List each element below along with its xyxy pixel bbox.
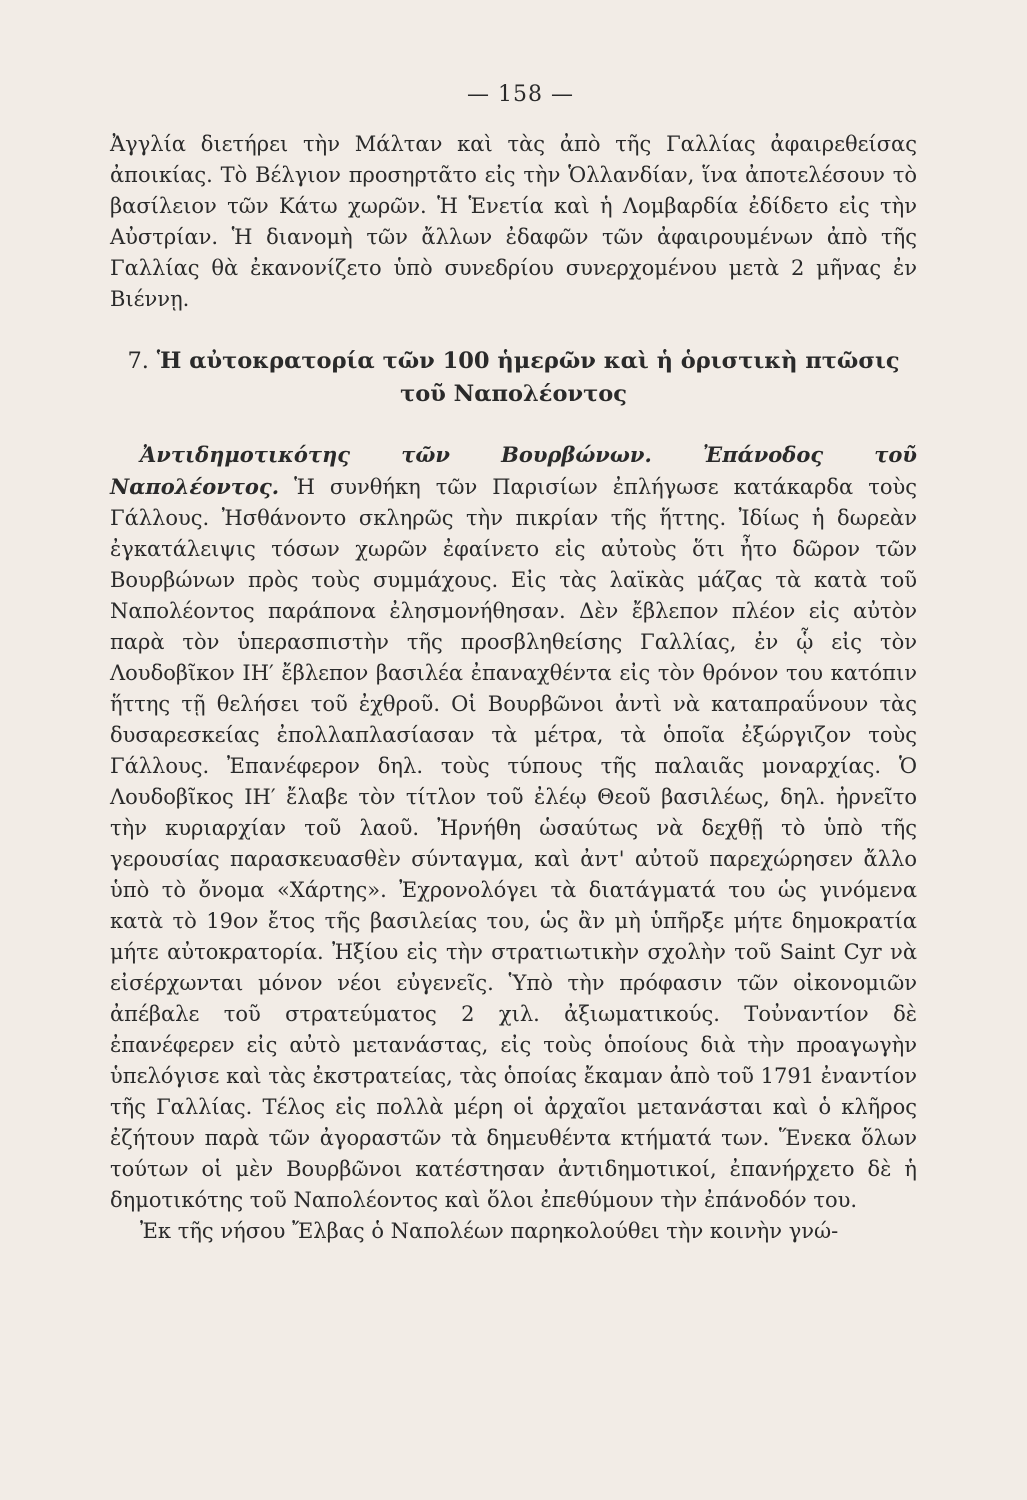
section-title: Ἡ αὐτοκρατορία τῶν 100 ἡμερῶν καὶ ἡ ὁριστικὴ πτῶσις τοῦ Ναπολέοντος: [156, 348, 900, 407]
paragraph-subheading: Ἀντιδημοτικότης τῶν Βουρβώνων. Ἐπάνοδος τοῦ Ναπολέοντος.: [110, 442, 917, 499]
final-paragraph: Ἐκ τῆς νήσου Ἔλβας ὁ Ναπολέων παρηκολούθει τὴν κοινὴν γνώ-: [140, 1219, 839, 1243]
main-paragraph: [110, 439, 917, 1216]
intro-paragraph: Ἀγγλία διετήρει τὴν Μάλταν καὶ τὰς ἀπὸ τῆς Γαλλίας ἀφαιρεθείσας ἀποικίας. Τὸ Βέλγιον προσηρτᾶτο εἰς τὴν Ὁλλανδίαν, ἵνα ἀποτελέσουν τὸ βασίλειον τῶν Κάτω χωρῶν. Ἡ Ἑνετία καὶ ἡ Λομβαρδία ἐδίδετο εἰς τὴν Αὐστρίαν. Ἡ διανομὴ τῶν ἄλλων ἐδαφῶν τῶν ἀφαιρουμένων ἀπὸ τῆς Γαλλίας θὰ ἐκανονίζετο ὑπὸ συνεδρίου συνερχομένου μετὰ 2 μῆνας ἐν Βιέννῃ.: [110, 132, 917, 311]
section-heading: [110, 345, 917, 411]
page-number: — 158 —: [467, 82, 574, 107]
main-paragraph-text: Ἡ συνθήκη τῶν Παρισίων ἐπλήγωσε κατάκαρδα τοὺς Γάλλους. Ἠσθάνοντο σκληρῶς τὴν πικρίαν τῆς ἥττης. Ἰδίως ἡ δωρεὰν ἐγκατάλειψις τόσων χωρῶν ἐφαίνετο εἰς αὐτοὺς ὅτι ἦτο δῶρον τῶν Βουρβώνων πρὸς τοὺς συμμάχους. Εἰς τὰς λαϊκὰς μάζας τὰ κατὰ τοῦ Ναπολέοντος παράπονα ἐλησμονήθησαν. Δὲν ἔβλεπον πλέον εἰς αὐτὸν παρὰ τὸν ὑπερασπιστὴν τῆς προσβληθείσης Γαλλίας, ἐν ᾧ εἰς τὸν Λουδοβῖκον ΙΗ′ ἔβλεπον βασιλέα ἐπαναχθέντα εἰς τὸν θρόνον του κατόπιν ἥττης τῇ θελήσει τοῦ ἐχθροῦ. Οἱ Βουρβῶνοι ἀντὶ νὰ καταπραΰνουν τὰς δυσαρεσκείας ἐπολλαπλασίασαν τὰ μέτρα, τὰ ὁποῖα ἐξώργιζον τοὺς Γάλλους. Ἐπανέφερον δηλ. τοὺς τύπους τῆς παλαιᾶς μοναρχίας. Ὁ Λουδοβῖκος ΙΗ′ ἔλαβε τὸν τίτλον τοῦ ἐλέῳ Θεοῦ βασιλέως, δηλ. ἠρνεῖτο τὴν κυριαρχίαν τοῦ λαοῦ. Ἠρνήθη ὡσαύτως νὰ δεχθῇ τὸ ὑπὸ τῆς γερουσίας παρασκευασθὲν σύνταγμα, καὶ ἀντ' αὐτοῦ παρεχώρησεν ἄλλο ὑπὸ τὸ ὄνομα «Χάρτης». Ἐχρονολόγει τὰ διατάγματά του ὡς γινόμενα κατὰ τὸ 19ον ἔτος τῆς βασιλείας του, ὡς ἂν μὴ ὑπῆρξε μήτε δημοκρατία μήτε αὐτοκρατορία. Ἠξίου εἰς τὴν στρατιωτικὴν σχολὴν τοῦ Saint Cyr νὰ εἰσέρχωνται μόνον νέοι εὐγενεῖς. Ὑπὸ τὴν πρόφασιν τῶν οἰκονομιῶν ἀπέβαλε τοῦ στρατεύματος 2 χιλ. ἀξιωματικούς. Τοὐναντίον δὲ ἐπανέφερεν εἰς αὐτὸ μετανάστας, εἰς τοὺς ὁποίους διὰ τὴν προαγωγὴν ὑπελόγισε καὶ τὰς ἐκστρατείας, τὰς ὁποίας ἔκαμαν ἀπὸ τοῦ 1791 ἐναντίον τῆς Γαλλίας. Τέλος εἰς πολλὰ μέρη οἱ ἀρχαῖοι μετανάσται καὶ ὁ κλῆρος ἐζήτουν παρὰ τῶν ἀγοραστῶν τὰ δημευθέντα κτήματά των. Ἕνεκα ὅλων τούτων οἱ μὲν Βουρβῶνοι κατέστησαν ἀντιδημοτικοί, ἐπανήρχετο δὲ ἡ δημοτικότης τοῦ Ναπολέοντος καὶ ὅλοι ἐπεθύμουν τὴν ἐπάνοδόν του.: [110, 475, 917, 1212]
section-number: 7.: [127, 348, 149, 374]
